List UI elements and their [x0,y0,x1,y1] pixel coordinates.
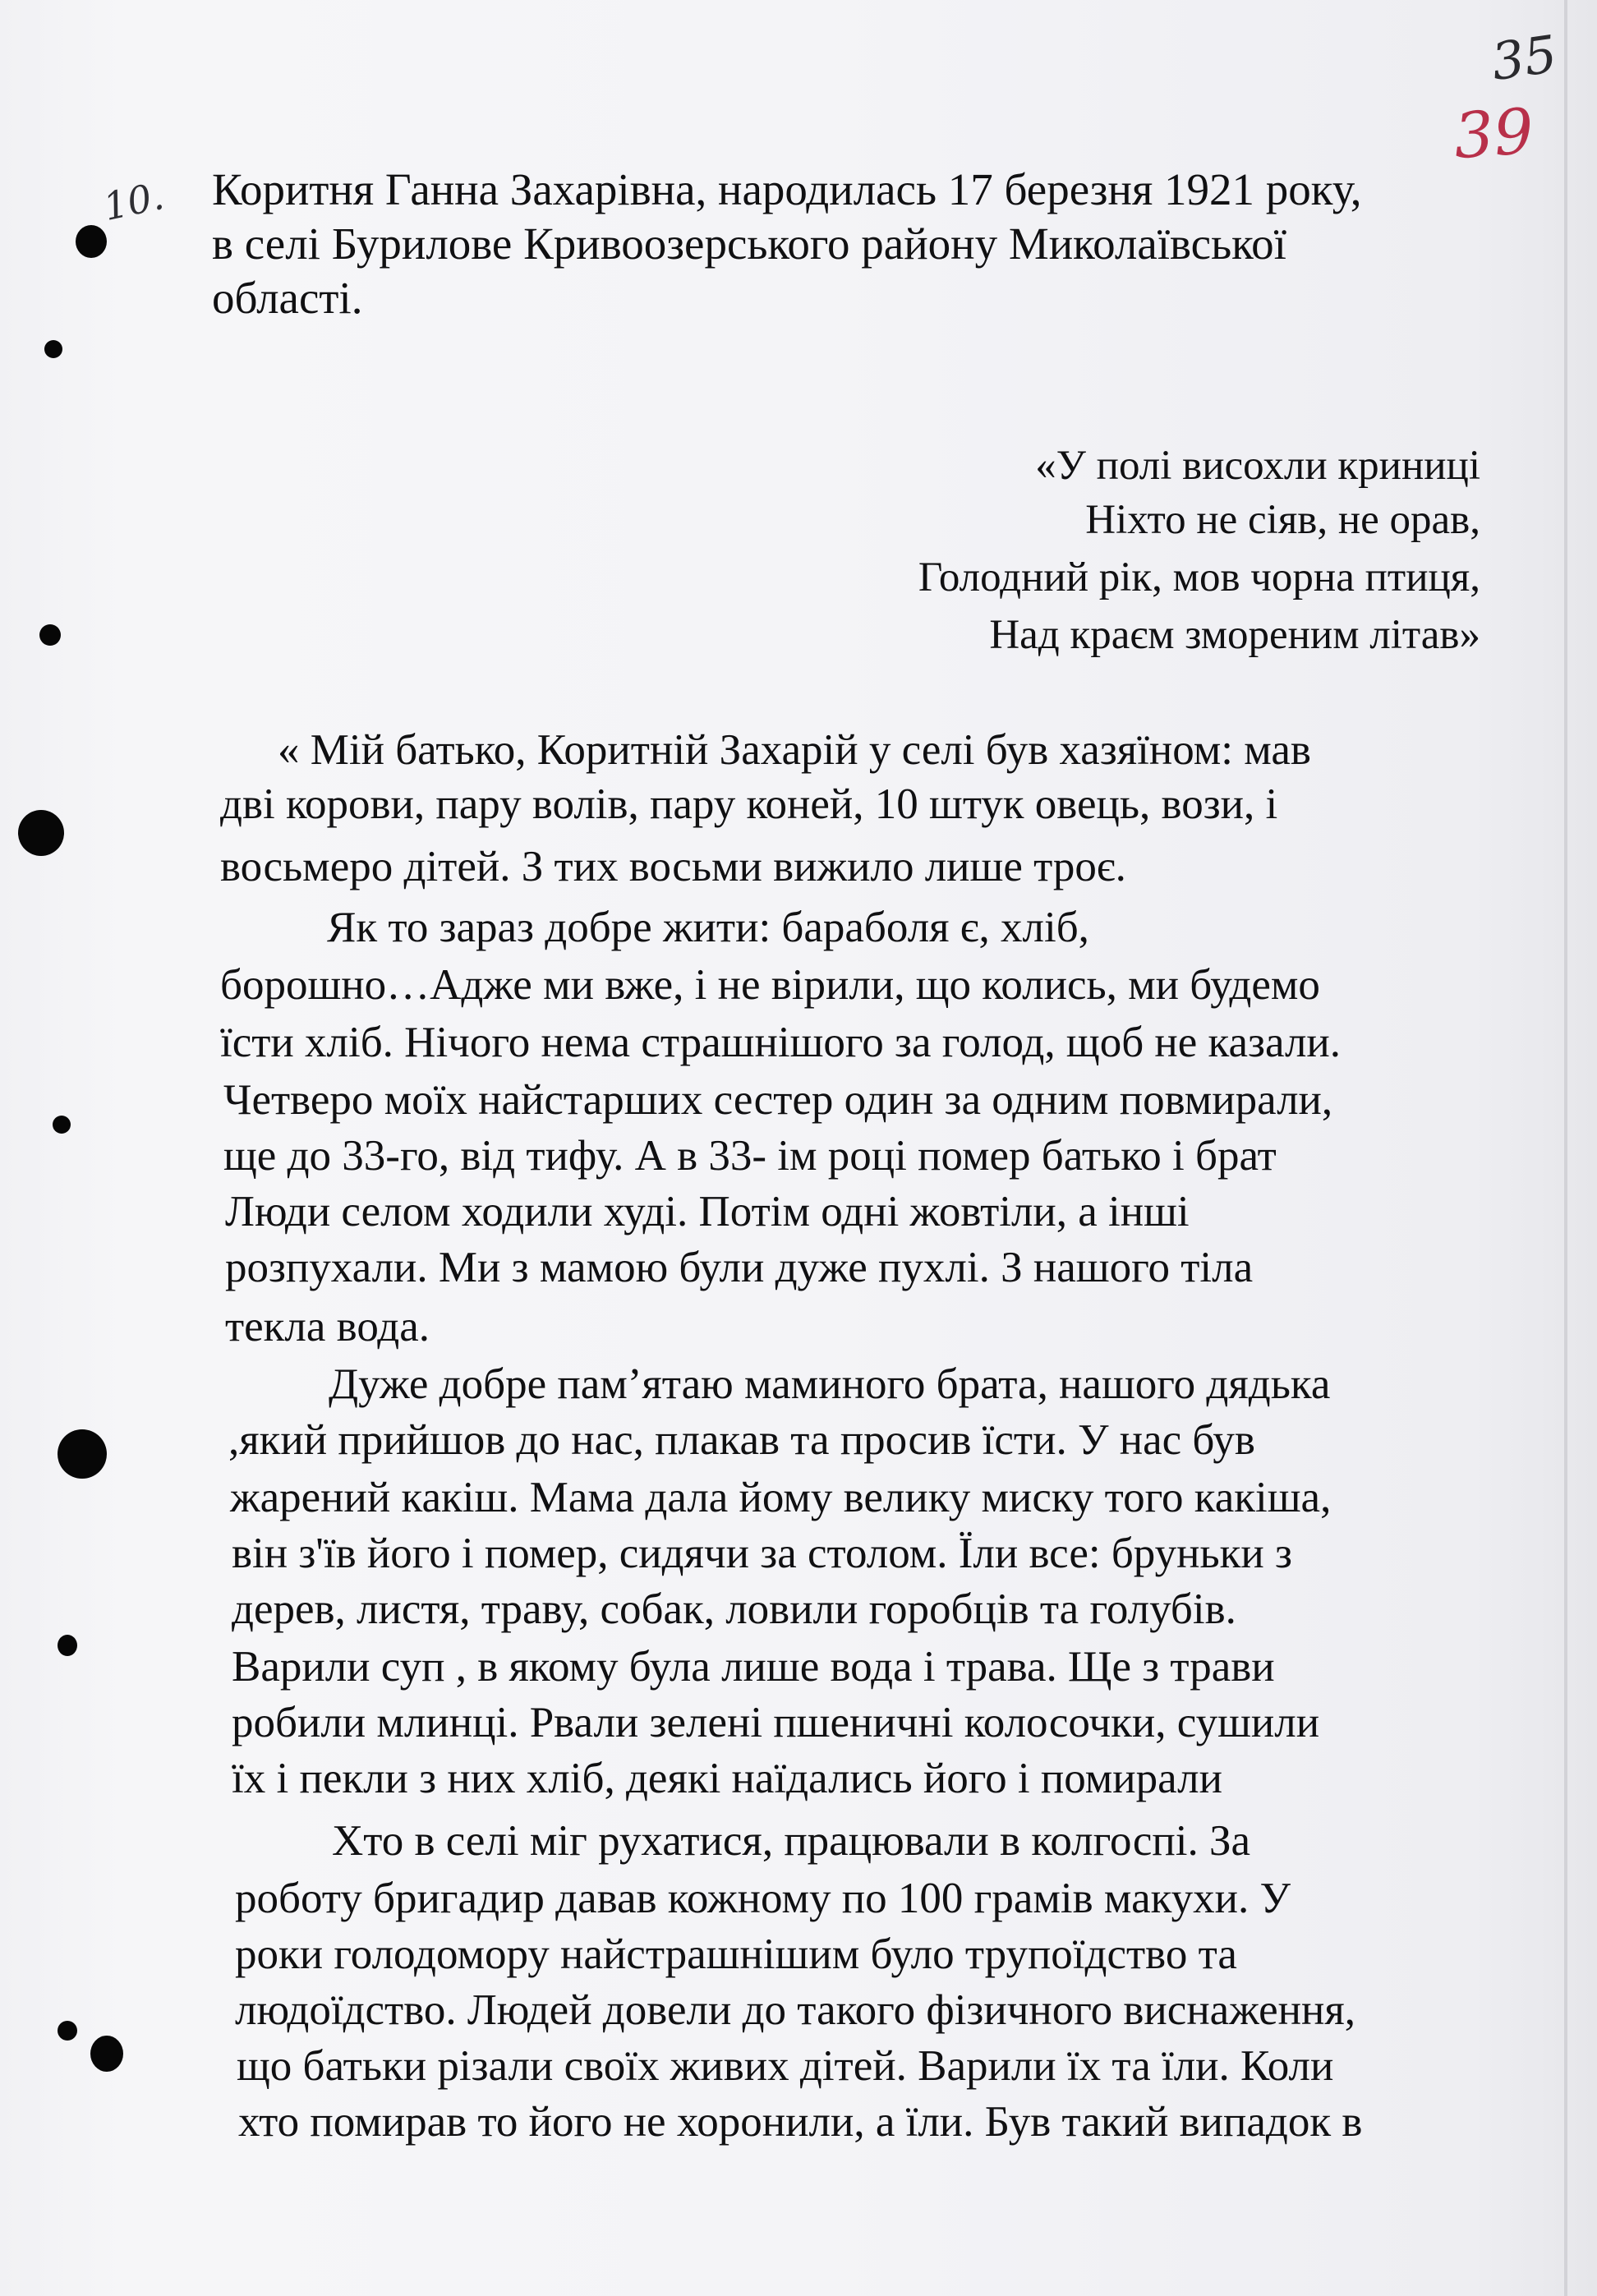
body-line: Хто в селі міг рухатися, працювали в колгоспі. За [332,1817,1251,1865]
binder-hole [53,1116,71,1134]
binder-hole [76,225,107,258]
body-line: дерев, листя, траву, собак, ловили горобців та голубів. [232,1585,1236,1633]
body-line: борошно…Адже ми вже, і не вірили, що колись, ми будемо [220,961,1320,1009]
body-line: ,який прийшов до нас, плакав та просив їсти. У нас був [228,1416,1255,1464]
heading-line: області. [212,273,363,323]
body-line: текла вода. [225,1303,430,1350]
body-line: хто помирав то його не хоронили, а їли. Був такий випадок в [238,2098,1363,2146]
verse-line: Над краєм змореним літав» [989,612,1480,658]
body-line: Дуже добре пам’ятаю маминого брата, нашого дядька [329,1360,1331,1408]
verse-line: Голодний рік, мов чорна птиця, [918,554,1480,600]
binder-hole [58,2021,77,2041]
body-line: роки голодомору найстрашнішим було трупоїдство та [235,1930,1237,1978]
heading-line: в селі Бурилове Кривоозерського району Миколаївської [212,219,1286,269]
body-line: жарений какіш. Мама дала йому велику миску того какіша, [230,1474,1332,1521]
binder-hole [39,624,61,646]
body-line: Четверо моїх найстарших сестер один за одним повмирали, [223,1076,1333,1124]
handwritten-page-number-red: 39 [1451,94,1536,173]
body-line: восьмеро дітей. З тих восьми вижило лише троє. [220,843,1126,890]
body-line: Варили суп , в якому була лише вода і трава. Ще з трави [232,1643,1275,1691]
body-line: їсти хліб. Нічого нема страшнішого за голод, щоб не казали. [220,1019,1341,1066]
verse-line: Ніхто не сіяв, не орав, [1085,497,1480,543]
body-line: що батьки різали своїх живих дітей. Варили їх та їли. Коли [237,2042,1334,2090]
body-line: він з'їв його і помер, сидячи за столом. Їли все: бруньки з [232,1530,1292,1577]
paper-edge [1564,0,1567,2296]
heading-line: Коритня Ганна Захарівна, народилась 17 березня 1921 року, [212,164,1362,214]
body-line: робили млинці. Рвали зелені пшеничні колосочки, сушили [232,1699,1320,1746]
body-line: їх і пекли з них хліб, деякі наїдались його і помирали [232,1755,1222,1802]
body-line: Люди селом ходили худі. Потім одні жовтіли, а інші [225,1188,1190,1235]
body-line: дві корови, пару волів, пару коней, 10 штук овець, вози, і [220,780,1278,828]
body-line: людоїдство. Людей довели до такого фізичного виснаження, [235,1986,1355,2034]
body-line: ще до 33-го, від тифу. А в 33- ім році помер батько і брат [223,1132,1277,1180]
handwritten-item-number: 10. [99,173,168,230]
verse-line: «У полі висохли криниці [1035,443,1480,489]
body-line: розпухали. Ми з мамою були дуже пухлі. З нашого тіла [225,1244,1254,1291]
handwritten-page-number: 35 [1488,23,1561,93]
body-line: Як то зараз добре жити: бараболя є, хліб, [327,904,1089,951]
binder-hole [18,810,64,856]
body-line: « Мій батько, Коритній Захарій у селі був хазяїном: мав [278,726,1311,774]
binder-hole [58,1429,107,1479]
binder-hole [44,340,62,358]
binder-hole [90,2036,123,2072]
body-line: роботу бригадир давав кожному по 100 грамів макухи. У [235,1875,1291,1922]
binder-hole [58,1635,77,1656]
